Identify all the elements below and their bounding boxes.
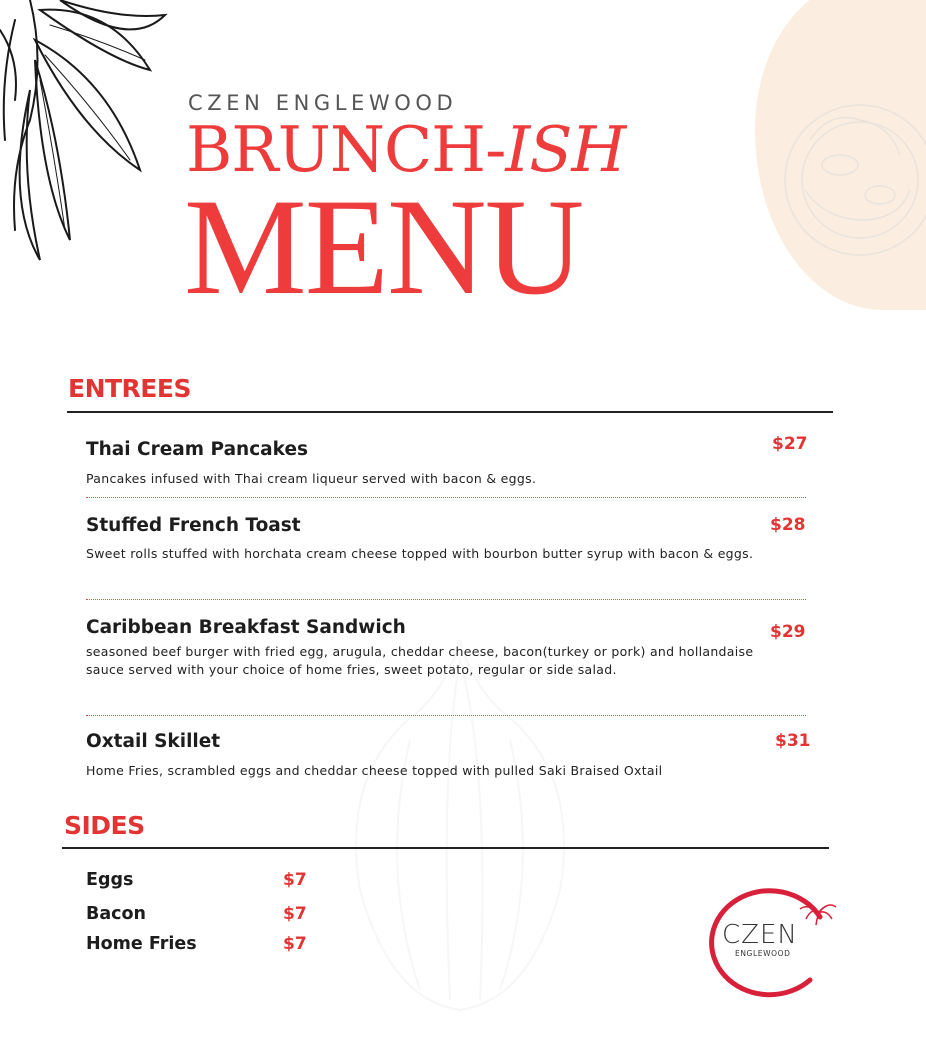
section-divider — [67, 411, 833, 413]
section-title-sides: SIDES — [64, 811, 145, 840]
side-name: Home Fries — [86, 934, 197, 954]
item-name: Caribbean Breakfast Sandwich — [86, 617, 406, 638]
section-title-entrees: ENTREES — [68, 374, 191, 403]
item-description: Pancakes infused with Thai cream liqueur served with bacon & eggs. — [86, 471, 537, 486]
logo-subtext: ENGLEWOOD — [735, 949, 791, 958]
section-divider — [62, 847, 829, 849]
item-divider — [86, 599, 806, 600]
menu-title-brunch: BRUNCH-ISH — [186, 113, 626, 186]
menu-title-menu: MENU — [184, 170, 583, 323]
item-price: $31 — [775, 731, 811, 751]
item-price: $27 — [772, 434, 808, 454]
bowl-illustration — [770, 70, 926, 300]
item-divider — [86, 497, 806, 498]
side-price: $7 — [283, 870, 307, 890]
side-price: $7 — [283, 904, 307, 924]
item-price: $29 — [770, 622, 806, 642]
item-description: Sweet rolls stuffed with horchata cream cheese topped with bourbon butter syrup with bacon & eggs. — [86, 546, 754, 561]
item-divider — [86, 715, 806, 716]
item-name: Stuffed French Toast — [86, 515, 301, 536]
item-name: Oxtail Skillet — [86, 731, 221, 752]
side-name: Bacon — [86, 904, 147, 924]
side-name: Eggs — [86, 870, 134, 890]
item-description: seasoned beef burger with fried egg, arugula, cheddar cheese, bacon(turkey or pork) and hollandaise sauce served with your choice of home fries, sweet potato, regular or side salad. — [86, 644, 754, 677]
item-name: Thai Cream Pancakes — [86, 439, 309, 460]
item-price: $28 — [770, 515, 806, 535]
garlic-illustration — [300, 620, 620, 1040]
restaurant-name: CZEN ENGLEWOOD — [188, 91, 458, 115]
item-description: Home Fries, scrambled eggs and cheddar cheese topped with pulled Saki Braised Oxtail — [86, 763, 663, 778]
leaf-illustration — [0, 0, 210, 280]
logo-text: CZEN — [722, 920, 798, 950]
side-price: $7 — [283, 934, 307, 954]
